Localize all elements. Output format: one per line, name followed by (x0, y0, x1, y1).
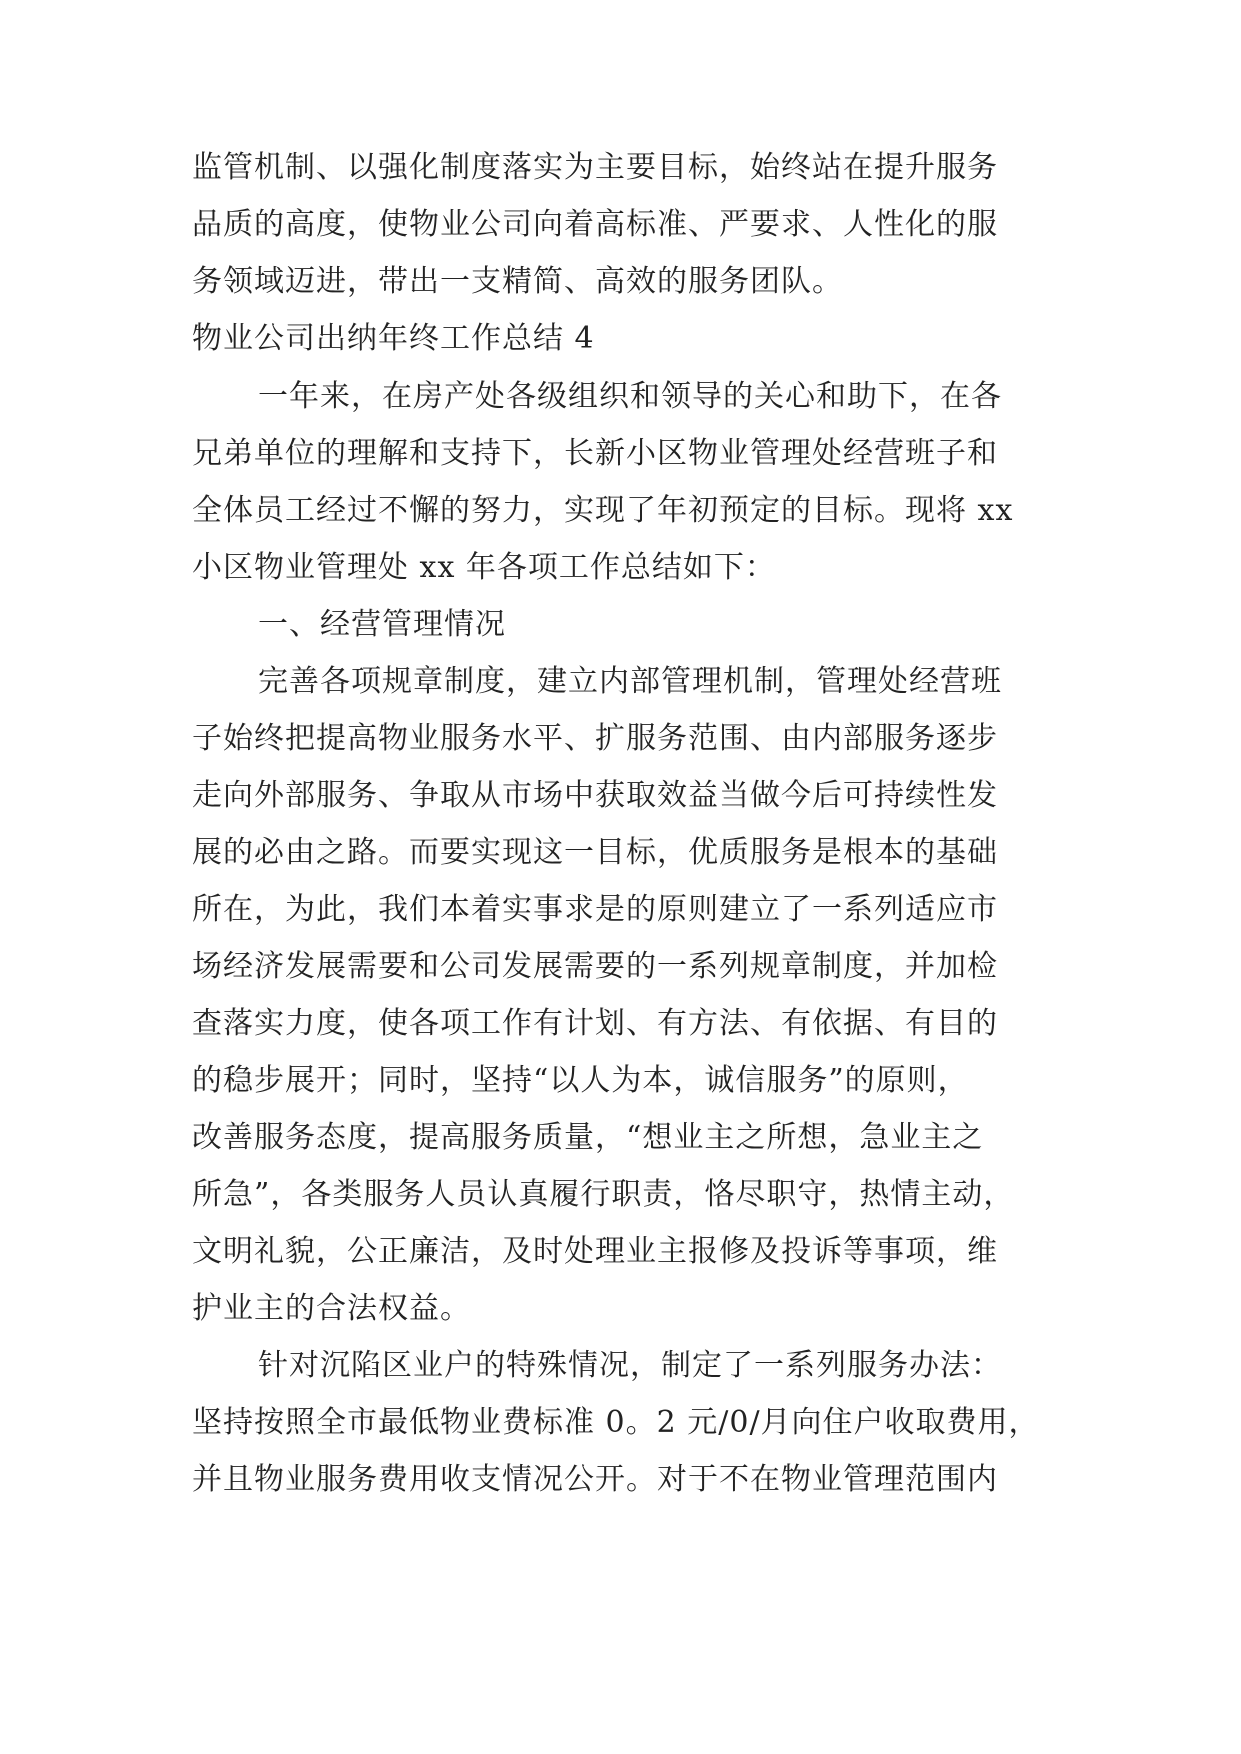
paragraph-line: 走向外部服务、争取从市场中获取效益当做今后可持续性发 (192, 778, 998, 813)
paragraph-line: 护业主的合法权益。 (192, 1291, 471, 1326)
section-heading: 物业公司出纳年终工作总结 4 (192, 321, 595, 356)
subsection-heading: 一、经营管理情况 (258, 607, 506, 642)
paragraph-line: 全体员工经过不懈的努力，实现了年初预定的目标。现将 xx (192, 493, 1014, 528)
paragraph-line: 改善服务态度，提高服务质量，“想业主之所想，急业主之 (192, 1120, 984, 1155)
paragraph-line: 务领域迈进，带出一支精简、高效的服务团队。 (192, 264, 843, 299)
paragraph-line: 文明礼貌，公正廉洁，及时处理业主报修及投诉等事项，维 (192, 1234, 998, 1269)
paragraph-line: 针对沉陷区业户的特殊情况，制定了一系列服务办法： (258, 1348, 1002, 1383)
paragraph-line: 子始终把提高物业服务水平、扩服务范围、由内部服务逐步 (192, 721, 998, 756)
paragraph-line: 品质的高度，使物业公司向着高标准、严要求、人性化的服 (192, 207, 998, 242)
paragraph-line: 并且物业服务费用收支情况公开。对于不在物业管理范围内 (192, 1462, 998, 1497)
paragraph-line: 查落实力度，使各项工作有计划、有方法、有依据、有目的 (192, 1006, 998, 1041)
paragraph-line: 场经济发展需要和公司发展需要的一系列规章制度，并加检 (192, 949, 998, 984)
paragraph-line: 兄弟单位的理解和支持下，长新小区物业管理处经营班子和 (192, 436, 998, 471)
paragraph-line: 小区物业管理处 xx 年各项工作总结如下： (192, 550, 776, 585)
paragraph-line: 所急”，各类服务人员认真履行职责，恪尽职守，热情主动， (192, 1177, 1015, 1212)
paragraph-line: 监管机制、以强化制度落实为主要目标，始终站在提升服务 (192, 150, 998, 185)
paragraph-line: 的稳步展开；同时，坚持“以人为本，诚信服务”的原则， (192, 1063, 969, 1098)
paragraph-line: 完善各项规章制度，建立内部管理机制，管理处经营班 (258, 664, 1002, 699)
paragraph-line: 一年来，在房产处各级组织和领导的关心和助下，在各 (258, 379, 1002, 414)
paragraph-line: 所在，为此，我们本着实事求是的原则建立了一系列适应市 (192, 892, 998, 927)
paragraph-line: 坚持按照全市最低物业费标准 0。2 元/0/月向住户收取费用， (192, 1405, 1040, 1440)
paragraph-line: 展的必由之路。而要实现这一目标，优质服务是根本的基础 (192, 835, 998, 870)
